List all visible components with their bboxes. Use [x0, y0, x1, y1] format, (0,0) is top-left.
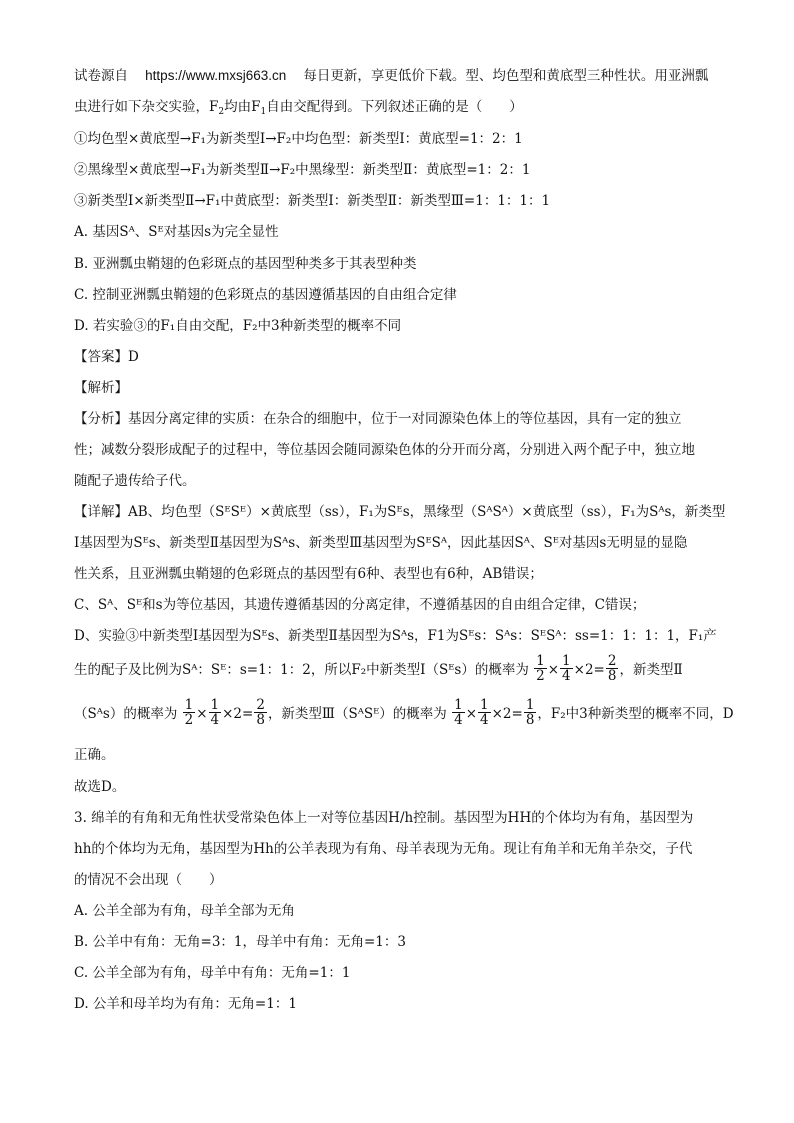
- experiment-1: ①均色型×黄底型→F₁为新类型Ⅰ→F₂中均色型：新类型Ⅰ：黄底型=1：2：1: [74, 131, 523, 147]
- detail-line-8: 正确。: [74, 747, 115, 763]
- detail-text: ，F₂中3种新类型的概率不同，D: [537, 706, 734, 722]
- analysis-line-2: 性；减数分裂形成配子的过程中，等位基因会随同源染色体的分开而分离，分别进入两个配子中，独立地: [74, 442, 695, 458]
- fraction: $\frac{2}{8}$: [607, 653, 617, 684]
- detail-text: （Sᴬs）的概率为: [74, 706, 178, 722]
- q3-option-b: B. 公羊中有角：无角=3：1，母羊中有角：无角=1：3: [74, 934, 406, 950]
- option-d: D. 若实验③的F₁自由交配，F₂中3种新类型的概率不同: [74, 318, 402, 334]
- detail-line-2: Ⅰ基因型为Sᴱs、新类型Ⅱ基因型为Sᴬs、新类型Ⅲ基因型为SᴱSᴬ，因此基因Sᴬ、Sᴱ对基因s无明显的显隐: [74, 535, 688, 551]
- experiment-3: ③新类型Ⅰ×新类型Ⅱ→F₁中黄底型：新类型Ⅰ：新类型Ⅱ：新类型Ⅲ=1：1：1：1: [74, 193, 551, 209]
- fraction: $\frac{1}{2}$: [184, 697, 194, 728]
- explanation-heading: 【解析】: [74, 380, 128, 396]
- analysis-line-3: 随配子遗传给子代。: [74, 473, 196, 489]
- fraction: $\frac{1}{8}$: [525, 697, 535, 728]
- header-promo-text: 每日更新，享更低价下载。型、均色型和黄底型三种性状。用亚洲瓢: [303, 68, 709, 84]
- option-c: C. 控制亚洲瓢虫鞘翅的色彩斑点的基因遵循基因的自由组合定律: [74, 287, 457, 303]
- detail-line-4: C、Sᴬ、Sᴱ和s为等位基因，其遗传遵循基因的分离定律，不遵循基因的自由组合定律，C错误；: [74, 597, 646, 613]
- q3-option-d: D. 公羊和母羊均为有角：无角=1：1: [74, 996, 297, 1012]
- detail-line-5: D、实验③中新类型Ⅰ基因型为Sᴱs、新类型Ⅱ基因型为Sᴬs，F1为Sᴱs：Sᴬs：SᴱSᴬ：ss=1：1：1：1，F₁产: [74, 628, 717, 644]
- detail-line-6: 生的配子及比例为Sᴬ：Sᴱ：s=1：1：2，所以F₂中新类型Ⅰ（Sᴱs）的概率为 $\frac{1}{2}$ × $\frac{1}{4}$ ×2= $\frac{2}{8}$ ，新类型Ⅱ: [74, 653, 683, 684]
- q3-option-c: C. 公羊全部为有角，母羊中有角：无角=1：1: [74, 965, 351, 981]
- option-a: A. 基因Sᴬ、Sᴱ对基因s为完全显性: [74, 224, 279, 240]
- experiment-2: ②黑缘型×黄底型→F₁为新类型Ⅱ→F₂中黑缘型：新类型Ⅱ：黄底型=1：2：1: [74, 162, 531, 178]
- question3-stem-1: 3. 绵羊的有角和无角性状受常染色体上一对等位基因H/h控制。基因型为HH的个体均为有角，基因型为: [74, 810, 694, 826]
- fraction: $\frac{1}{4}$: [454, 697, 463, 728]
- stem-text: 均由F: [224, 99, 261, 115]
- source-label: 试卷源自: [74, 68, 128, 84]
- stem-text: 自由交配得到。下列叙述正确的是（ ）: [266, 99, 523, 115]
- fraction: $\frac{1}{4}$: [210, 697, 220, 728]
- answer-line: 【答案】D: [74, 349, 139, 365]
- option-b: B. 亚洲瓢虫鞘翅的色彩斑点的基因型种类多于其表型种类: [74, 256, 417, 272]
- stem-text: 虫进行如下杂交实验，F: [74, 99, 219, 115]
- fraction: $\frac{1}{4}$: [480, 697, 489, 728]
- source-url-link[interactable]: https://www.mxsj663.cn: [145, 68, 287, 83]
- fraction: $\frac{1}{4}$: [562, 653, 571, 684]
- detail-line-7: （Sᴬs）的概率为 $\frac{1}{2}$ × $\frac{1}{4}$ ×2= $\frac{2}{8}$ ，新类型Ⅲ（SᴬSᴱ）的概率为 $\frac{1}{4}$ × $\frac{1}{4}$ ×2= $\frac{1}{8}$ ，F₂中3种新类型的概率不同，D: [74, 697, 734, 728]
- detail-text: ，新类型Ⅱ: [619, 662, 683, 678]
- question3-stem-2: hh的个体均为无角，基因型为Hh的公羊表现为有角、母羊表现为无角。现让有角羊和无角羊杂交，子代: [74, 841, 693, 857]
- fraction: $\frac{1}{2}$: [536, 653, 545, 684]
- detail-text: 生的配子及比例为Sᴬ：Sᴱ：s=1：1：2，所以F₂中新类型Ⅰ（Sᴱs）的概率为: [74, 662, 529, 678]
- analysis-line-1: 【分析】基因分离定律的实质：在杂合的细胞中，位于一对同源染色体上的等位基因，具有一定的独立: [74, 411, 682, 427]
- conclusion-line: 故选D。: [74, 779, 126, 795]
- detail-text: ，新类型Ⅲ（SᴬSᴱ）的概率为: [267, 706, 447, 722]
- question3-stem-3: 的情况不会出现（ ）: [74, 872, 223, 888]
- question2-stem-line2: 虫进行如下杂交实验，$F_2$均由$F_1$自由交配得到。下列叙述正确的是（ ）: [74, 99, 523, 117]
- q3-option-a: A. 公羊全部为有角，母羊全部为无角: [74, 903, 295, 919]
- fraction: $\frac{2}{8}$: [256, 697, 265, 728]
- detail-line-1: 【详解】AB、均色型（SᴱSᴱ）×黄底型（ss），F₁为Sᴱs，黑缘型（SᴬSᴬ）×黄底型（ss），F₁为Sᴬs，新类型: [74, 504, 726, 520]
- detail-line-3: 性关系，且亚洲瓢虫鞘翅的色彩斑点的基因型有6种、表型也有6种，AB错误；: [74, 566, 543, 582]
- header-line: [74, 66, 708, 86]
